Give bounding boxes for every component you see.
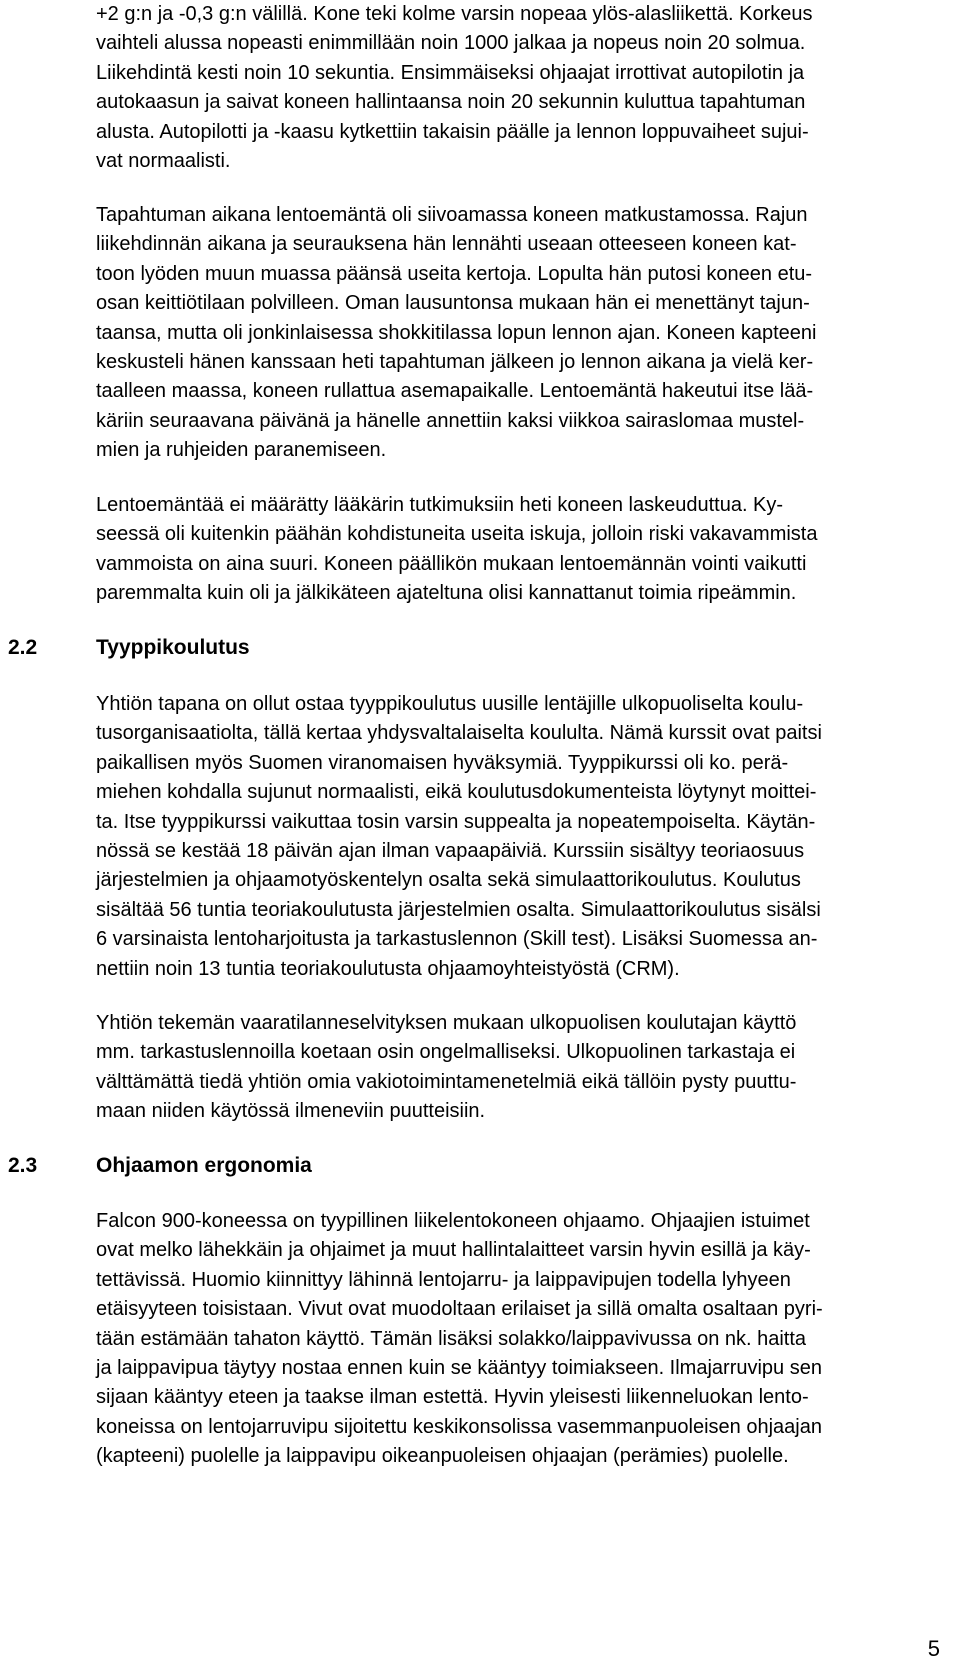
section-number: 2.2 (8, 636, 38, 659)
text-line: ja laippavipua täytyy nostaa ennen kuin se kääntyy toimiakseen. Ilmajarruvipu sen (96, 1357, 822, 1380)
paragraph (96, 0, 942, 176)
text-line: taansa, mutta oli jonkinlaisessa shokkitilassa lopun lennon ajan. Koneen kapteeni (96, 321, 817, 344)
text-line: mien ja ruhjeiden paranemiseen. (96, 439, 387, 462)
page-number: 5 (927, 1636, 940, 1661)
text-line: paikallisen myös Suomen viranomaisen hyväksymiä. Tyyppikurssi oli ko. perä- (96, 751, 789, 774)
text-line: paremmalta kuin oli ja jälkikäteen ajateltuna olisi kannattanut toimia ripeämmin. (96, 582, 797, 605)
paragraph (96, 1009, 942, 1127)
text-line: seessä oli kuitenkin päähän kohdistuneita useita iskuja, jolloin riski vakavammista (96, 523, 818, 546)
text-line: 6 varsinaista lentoharjoitusta ja tarkastuslennon (Skill test). Lisäksi Suomessa an- (96, 928, 818, 951)
text-line: keskusteli hänen kanssaan heti tapahtuman jälkeen jo lennon aikana ja vielä ker- (96, 351, 814, 374)
text-line: autokaasun ja saivat koneen hallintaansa noin 20 sekunnin kuluttua tapahtuman (96, 91, 806, 114)
text-line: maan niiden käytössä ilmeneviin puutteisiin. (96, 1100, 486, 1123)
text-line: Lentoemäntää ei määrätty lääkärin tutkimuksiin heti koneen laskeuduttua. Ky- (96, 494, 784, 516)
text-line: vaihteli alussa nopeasti enimmillään noin 1000 jalkaa ja nopeus noin 20 solmua. (96, 32, 806, 55)
text-line: Yhtiön tapana on ollut ostaa tyyppikoulutus uusille lentäjille ulkopuoliselta koulu- (96, 693, 804, 715)
paragraph (96, 690, 942, 984)
text-line: Yhtiön tekemän vaaratilanneselvityksen mukaan ulkopuolisen koulutajan käyttö (96, 1012, 797, 1034)
text-line: Falcon 900-koneessa on tyypillinen liikelentokoneen ohjaamo. Ohjaajien istuimet (96, 1210, 810, 1232)
text-line: +2 g:n ja -0,3 g:n välillä. Kone teki kolme varsin nopeaa ylös-alasliikettä. Korkeus (96, 3, 813, 25)
text-line: vammoista on aina suuri. Koneen päällikön mukaan lentoemännän vointi vaikutti (96, 552, 807, 575)
section-title: Ohjaamon ergonomia (96, 1154, 312, 1177)
section-title: Tyyppikoulutus (96, 636, 250, 659)
section-number: 2.3 (8, 1154, 38, 1177)
text-line: sisältää 56 tuntia teoriakoulutusta järjestelmien osalta. Simulaattorikoulutus sisälsi (96, 898, 821, 921)
paragraph (96, 491, 942, 609)
paragraph (96, 201, 942, 466)
text-line: nössä se kestää 18 päivän ajan ilman vapaapäiviä. Kurssiin sisältyy teoriaosuus (96, 840, 805, 863)
paragraph (96, 1207, 942, 1472)
text-line: osan keittiötilaan polvilleen. Oman lausuntonsa mukaan hän ei menettänyt tajun- (96, 292, 810, 315)
text-line: järjestelmien ja ohjaamotyöskentelyn osalta sekä simulaattorikoulutus. Koulutus (96, 869, 801, 892)
text-line: tään estämään tahaton käyttö. Tämän lisäksi solakko/laippavivussa on nk. haitta (96, 1327, 807, 1350)
text-line: vat normaalisti. (96, 150, 231, 173)
text-line: alusta. Autopilotti ja -kaasu kytkettiin takaisin päälle ja lennon loppuvaiheet sujui- (96, 120, 809, 143)
text-line: ovat melko lähekkäin ja ohjaimet ja muut hallintalaitteet varsin hyvin esillä ja käy- (96, 1239, 811, 1262)
text-line: tettävissä. Huomio kiinnittyy lähinnä lentojarru- ja laippavipujen todella lyhyeen (96, 1268, 791, 1291)
text-line: koneissa on lentojarruvipu sijoitettu keskikonsolissa vasemmanpuoleisen ohjaajan (96, 1415, 822, 1438)
text-line: tusorganisaatiolta, tällä kertaa yhdysvaltalaiselta koululta. Nämä kurssit ovat paitsi (96, 722, 822, 745)
text-line: miehen kohdalla sujunut normaalisti, eikä koulutusdokumenteista löytynyt moittei- (96, 781, 817, 804)
text-line: Tapahtuman aikana lentoemäntä oli siivoamassa koneen matkustamossa. Rajun (96, 204, 808, 226)
text-line: ta. Itse tyyppikurssi vaikuttaa tosin varsin suppealta ja nopeatempoiselta. Käytän- (96, 810, 816, 833)
text-line: toon lyöden muun muassa päänsä useita kertoja. Lopulta hän putosi koneen etu- (96, 262, 813, 285)
text-line: liikehdinnän aikana ja seurauksena hän lennähti useaan otteeseen koneen kat- (96, 233, 797, 256)
text-line: sijaan kääntyy eteen ja taakse ilman estettä. Hyvin yleisesti liikenneluokan lento- (96, 1386, 809, 1409)
text-line: etäisyyteen toisistaan. Vivut ovat muodoltaan erilaiset ja sillä omalta osaltaan pyri- (96, 1298, 823, 1321)
text-line: käriin seuraavana päivänä ja hänelle annettiin kaksi viikkoa sairaslomaa mustel- (96, 409, 805, 432)
text-line: välttämättä tiedä yhtiön omia vakiotoimintamenetelmiä eikä tällöin pysty puuttu- (96, 1070, 797, 1093)
text-line: taalleen maassa, koneen rullattua asemapaikalle. Lentoemäntä hakeutui itse lää- (96, 380, 814, 403)
text-line: mm. tarkastuslennoilla koetaan osin ongelmalliseksi. Ulkopuolinen tarkastaja ei (96, 1041, 796, 1064)
text-line: (kapteeni) puolelle ja laippavipu oikeanpuoleisen ohjaajan (perämies) puolelle. (96, 1445, 789, 1468)
text-line: Liikehdintä kesti noin 10 sekuntia. Ensimmäiseksi ohjaajat irrottivat autopilotin ja (96, 61, 805, 84)
text-line: nettiin noin 13 tuntia teoriakoulutusta ohjaamoyhteistyöstä (CRM). (96, 957, 680, 980)
